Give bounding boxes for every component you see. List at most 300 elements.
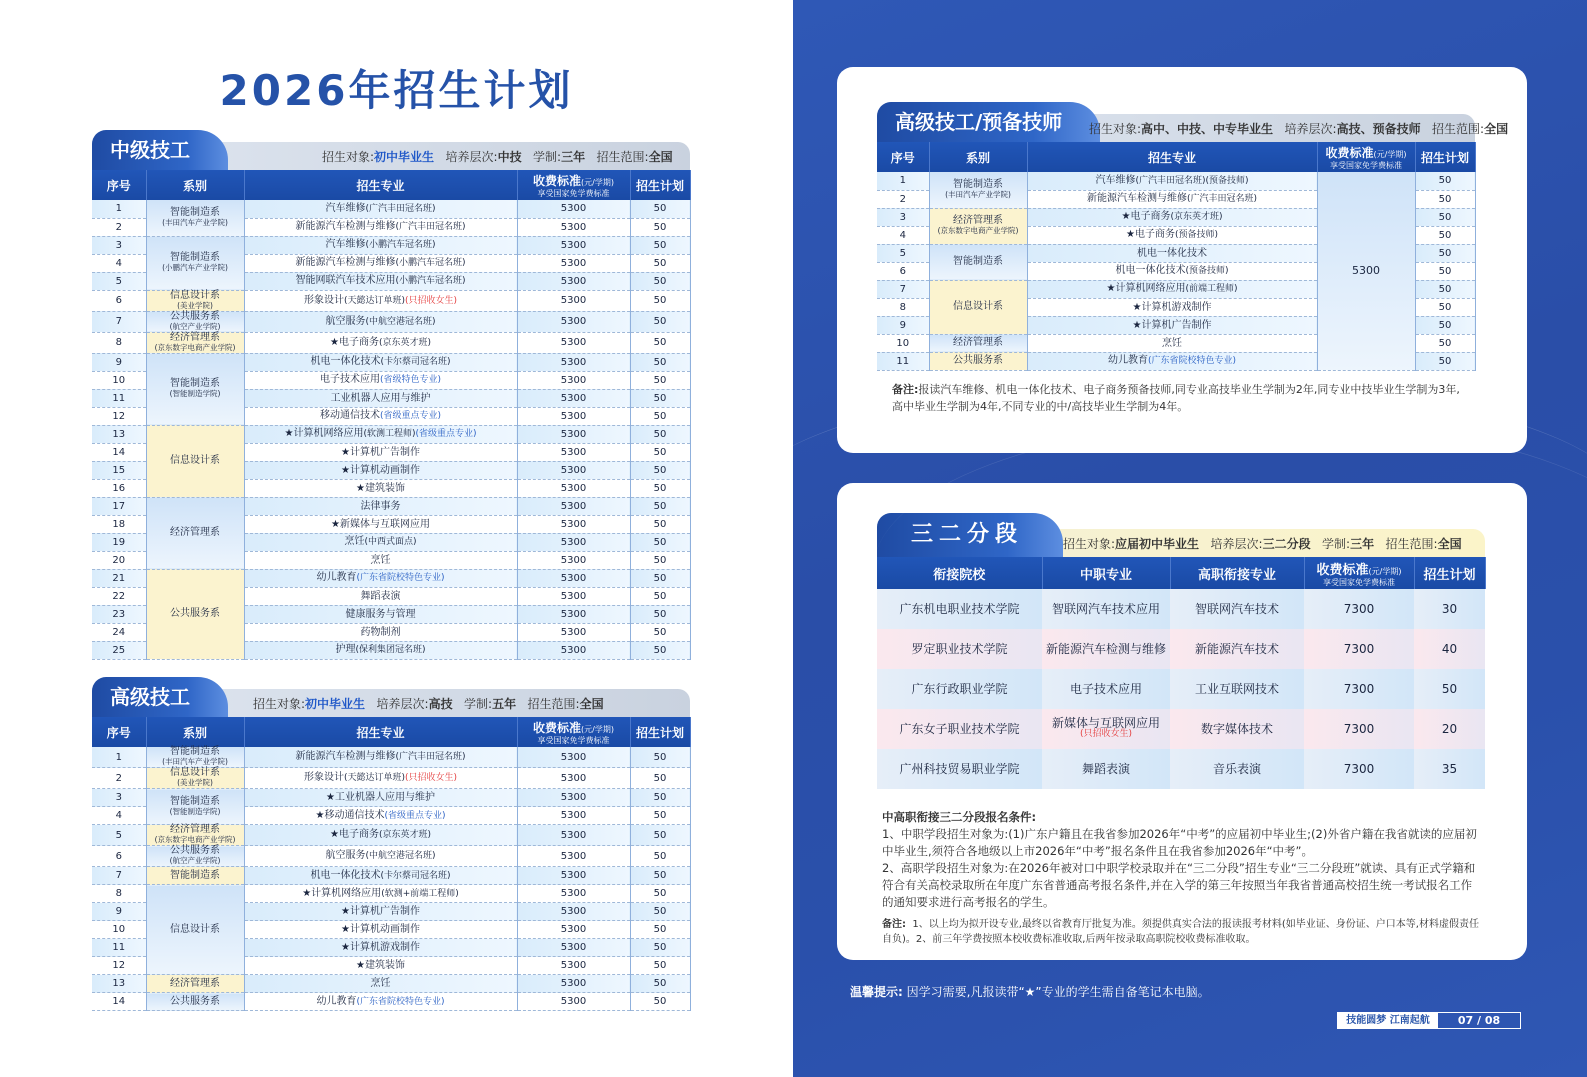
dept-name: 经济管理系 bbox=[170, 824, 220, 835]
major-cell bbox=[244, 867, 517, 885]
col-fee: 收费标准(元/学期) 享受国家免学费标准 bbox=[1304, 557, 1414, 589]
col-plan: 招生计划 bbox=[1414, 557, 1485, 589]
major-badge: (省级重点专业) bbox=[415, 429, 477, 439]
major-cell bbox=[244, 218, 517, 236]
row-no: 1 bbox=[877, 172, 929, 190]
fee-cell: 5300 bbox=[517, 789, 630, 807]
high-cell bbox=[1170, 669, 1304, 709]
plan-text: 50 bbox=[1441, 681, 1458, 696]
row-no: 11 bbox=[92, 939, 146, 957]
col-dept: 系别 bbox=[929, 142, 1027, 172]
plan-cell: 50 bbox=[630, 389, 690, 407]
plan-cell: 50 bbox=[630, 993, 690, 1011]
plan-cell: 50 bbox=[1415, 244, 1475, 262]
row-no: 7 bbox=[92, 867, 146, 885]
table-row bbox=[92, 789, 690, 807]
dept-name: 智能制造系 bbox=[170, 252, 220, 263]
dept-name: 公共服务系 bbox=[170, 845, 220, 856]
plan-cell: 50 bbox=[1415, 208, 1475, 226]
dept-cell bbox=[146, 885, 244, 975]
major-extra: (只招收女生) bbox=[405, 295, 458, 306]
major-note: (中航空港冠名班) bbox=[365, 851, 436, 861]
major-note: (京东英才班) bbox=[1170, 212, 1223, 222]
row-no: 12 bbox=[92, 407, 146, 425]
row-no: 4 bbox=[877, 226, 929, 244]
row-no: 5 bbox=[92, 825, 146, 846]
dept-cell bbox=[146, 353, 244, 425]
fee-cell: 5300 bbox=[1317, 172, 1415, 370]
plan-text: 40 bbox=[1441, 641, 1458, 656]
fee-cell: 5300 bbox=[517, 623, 630, 641]
major-cell bbox=[1027, 352, 1317, 370]
mid-cell bbox=[1042, 669, 1170, 709]
plan-cell: 50 bbox=[630, 903, 690, 921]
fee-cell: 5300 bbox=[517, 515, 630, 533]
dept-name: 公共服务系 bbox=[170, 310, 220, 322]
fee-text: 7300 bbox=[1343, 681, 1375, 696]
fee-cell: 5300 bbox=[517, 825, 630, 846]
row-no: 7 bbox=[92, 311, 146, 332]
major-name: ★计算机网络应用 bbox=[1106, 283, 1186, 294]
plan-cell: 50 bbox=[630, 353, 690, 371]
plan-cell: 50 bbox=[1415, 172, 1475, 190]
major-cell bbox=[244, 846, 517, 867]
college-cell bbox=[877, 709, 1042, 749]
plan-cell: 50 bbox=[1415, 316, 1475, 334]
row-no: 2 bbox=[92, 218, 146, 236]
dept-cell bbox=[146, 497, 244, 569]
col-plan: 招生计划 bbox=[630, 170, 690, 200]
major-badge: (广东省院校特色专业) bbox=[356, 996, 445, 1007]
table-row bbox=[92, 885, 690, 903]
footer-page-number: 07 / 08 bbox=[1457, 1014, 1501, 1027]
major-cell bbox=[1027, 172, 1317, 190]
dept-sub: (京东数字电商产业学院) bbox=[937, 226, 1019, 235]
plan-cell: 50 bbox=[630, 846, 690, 867]
table-row bbox=[92, 311, 690, 332]
plan-cell: 50 bbox=[630, 623, 690, 641]
senior-table bbox=[877, 142, 1476, 371]
table-row bbox=[92, 332, 690, 353]
fee-cell: 5300 bbox=[517, 641, 630, 659]
table-row bbox=[92, 236, 690, 254]
major-name: 幼儿教育 bbox=[316, 995, 357, 1007]
college-text: 广东机电职业技术学院 bbox=[899, 601, 1020, 616]
table-row bbox=[92, 497, 690, 515]
major-cell bbox=[1027, 280, 1317, 298]
major-note: (卡尔蔡司冠名班) bbox=[380, 357, 451, 367]
fee-cell: 5300 bbox=[517, 846, 630, 867]
major-note: (小鹏汽车冠名班) bbox=[395, 258, 466, 268]
high-section-header bbox=[92, 677, 690, 717]
plan-text: 35 bbox=[1441, 761, 1458, 776]
fee-cell: 5300 bbox=[517, 389, 630, 407]
major-name: ★计算机网络应用 bbox=[302, 887, 382, 899]
warm-tip: 温馨提示: 因学习需要,凡报读带“★”专业的学生需自备笔记本电脑。 bbox=[850, 985, 1210, 999]
high-section-info: 招生对象:初中毕业生 培养层次:高技 学制:五年 招生范围:全国 bbox=[253, 697, 604, 711]
plan-cell: 50 bbox=[630, 407, 690, 425]
major-name: ★新媒体与互联网应用 bbox=[331, 518, 430, 530]
major-name: ★移动通信技术 bbox=[315, 809, 385, 821]
row-no: 6 bbox=[92, 846, 146, 867]
plan-cell bbox=[1414, 589, 1485, 629]
table-row bbox=[877, 629, 1485, 669]
table-row bbox=[92, 569, 690, 587]
col-major: 招生专业 bbox=[244, 170, 517, 200]
dept-cell bbox=[146, 290, 244, 311]
mid-table bbox=[92, 170, 691, 660]
dept-cell bbox=[146, 200, 244, 236]
major-cell bbox=[244, 957, 517, 975]
plan-cell bbox=[1414, 709, 1485, 749]
major-cell bbox=[244, 332, 517, 353]
major-name: 舞蹈表演 bbox=[360, 590, 401, 602]
major-cell bbox=[244, 569, 517, 587]
fee-cell bbox=[1304, 629, 1414, 669]
dept-name: 公共服务系 bbox=[170, 608, 220, 619]
major-name: 机电一体化技术 bbox=[310, 356, 381, 367]
dept-name: 经济管理系 bbox=[170, 527, 220, 538]
row-no: 19 bbox=[92, 533, 146, 551]
col-fee: 收费标准(元/学期) 享受国家免学费标准 bbox=[1317, 142, 1415, 172]
high-text: 音乐表演 bbox=[1212, 761, 1261, 776]
major-cell bbox=[1027, 262, 1317, 280]
mid-cell bbox=[1042, 749, 1170, 789]
major-note: (软测工程师) bbox=[363, 429, 416, 439]
row-no: 3 bbox=[877, 208, 929, 226]
dept-cell bbox=[146, 425, 244, 497]
major-cell bbox=[244, 605, 517, 623]
dept-sub: (航空产业学院) bbox=[169, 856, 221, 865]
major-name: 法律事务 bbox=[360, 500, 401, 512]
major-cell bbox=[244, 407, 517, 425]
college-text: 罗定职业技术学院 bbox=[911, 641, 1008, 656]
mid-section-tab: 中级技工 bbox=[92, 130, 228, 170]
fee-cell: 5300 bbox=[517, 272, 630, 290]
senior-section-info: 招生对象:高中、中技、中专毕业生 培养层次:高技、预备技师 招生范围:全国 bbox=[1089, 122, 1509, 136]
row-no: 11 bbox=[877, 352, 929, 370]
major-name: 工业机器人应用与维护 bbox=[330, 392, 431, 404]
plan-cell: 50 bbox=[630, 921, 690, 939]
fee-cell: 5300 bbox=[517, 533, 630, 551]
mid-section-header bbox=[92, 130, 690, 170]
table-row bbox=[92, 200, 690, 218]
plan-cell: 50 bbox=[630, 332, 690, 353]
major-name: 航空服务 bbox=[325, 850, 366, 861]
plan-cell: 50 bbox=[630, 443, 690, 461]
fee-cell: 5300 bbox=[517, 311, 630, 332]
major-name: 幼儿教育 bbox=[316, 572, 357, 583]
fee-cell: 5300 bbox=[517, 254, 630, 272]
sanerfen-table bbox=[877, 557, 1486, 789]
college-cell bbox=[877, 669, 1042, 709]
major-cell bbox=[1027, 190, 1317, 208]
fee-cell: 5300 bbox=[517, 371, 630, 389]
major-badge: (广东省院校特色专业) bbox=[1147, 356, 1237, 366]
major-name: 护理 bbox=[335, 644, 356, 655]
major-cell bbox=[244, 254, 517, 272]
dept-name: 经济管理系 bbox=[953, 337, 1003, 348]
fee-cell: 5300 bbox=[517, 290, 630, 311]
major-cell bbox=[1027, 226, 1317, 244]
sanerfen-section-header bbox=[877, 513, 1485, 557]
major-cell bbox=[244, 587, 517, 605]
high-text: 数字媒体技术 bbox=[1200, 721, 1273, 736]
major-name: 新能源汽车检测与维修 bbox=[1086, 193, 1187, 204]
row-no: 1 bbox=[92, 747, 146, 768]
sanerfen-section bbox=[877, 513, 1485, 947]
fee-cell: 5300 bbox=[517, 768, 630, 789]
major-cell bbox=[244, 885, 517, 903]
row-no: 17 bbox=[92, 497, 146, 515]
dept-sub: (丰田汽车产业学院) bbox=[162, 757, 228, 766]
left-page bbox=[0, 0, 793, 1077]
dept-name: 智能制造系 bbox=[170, 378, 220, 389]
major-cell bbox=[244, 975, 517, 993]
major-note: (广汽丰田冠名班)(预备技师) bbox=[1135, 175, 1249, 186]
row-no: 21 bbox=[92, 569, 146, 587]
col-high-major: 高职衔接专业 bbox=[1170, 557, 1304, 589]
fee-cell: 5300 bbox=[517, 957, 630, 975]
major-cell bbox=[244, 443, 517, 461]
row-no: 18 bbox=[92, 515, 146, 533]
high-text: 智联网汽车技术 bbox=[1194, 601, 1279, 616]
plan-cell: 50 bbox=[630, 371, 690, 389]
col-no: 序号 bbox=[92, 717, 146, 747]
plan-cell bbox=[1414, 669, 1485, 709]
plan-cell: 50 bbox=[630, 497, 690, 515]
plan-cell: 50 bbox=[1415, 262, 1475, 280]
major-note: (中西式面点) bbox=[364, 537, 417, 547]
major-name: 机电一体化技术 bbox=[1137, 247, 1207, 259]
row-no: 9 bbox=[92, 353, 146, 371]
plan-cell: 50 bbox=[630, 479, 690, 497]
major-name: 汽车维修 bbox=[325, 202, 366, 214]
table-row bbox=[92, 825, 690, 846]
major-cell bbox=[244, 807, 517, 825]
dept-cell bbox=[146, 236, 244, 290]
row-no: 14 bbox=[92, 993, 146, 1011]
page-title: 2026年招生计划 bbox=[219, 66, 574, 115]
plan-cell: 50 bbox=[630, 200, 690, 218]
right-page bbox=[793, 0, 1587, 1077]
mid-text: 电子技术应用 bbox=[1069, 681, 1142, 696]
dept-name: 智能制造系 bbox=[170, 746, 220, 757]
col-no: 序号 bbox=[92, 170, 146, 200]
high-text: 新能源汽车技术 bbox=[1194, 641, 1279, 656]
row-no: 9 bbox=[877, 316, 929, 334]
page-footer bbox=[1337, 1012, 1521, 1029]
row-no: 13 bbox=[92, 425, 146, 443]
major-cell bbox=[244, 389, 517, 407]
college-cell bbox=[877, 589, 1042, 629]
fee-cell: 5300 bbox=[517, 425, 630, 443]
plan-cell bbox=[1414, 629, 1485, 669]
plan-cell: 50 bbox=[630, 461, 690, 479]
major-name: ★计算机动画制作 bbox=[341, 464, 420, 476]
col-major: 招生专业 bbox=[1027, 142, 1317, 172]
sanerfen-section-tab: 三二分段 bbox=[877, 513, 1063, 557]
row-no: 23 bbox=[92, 605, 146, 623]
plan-cell: 50 bbox=[630, 515, 690, 533]
major-cell bbox=[244, 272, 517, 290]
dept-name: 经济管理系 bbox=[170, 977, 220, 989]
dept-name: 信息设计系 bbox=[170, 289, 220, 301]
fee-text: 7300 bbox=[1343, 601, 1375, 616]
dept-cell bbox=[146, 846, 244, 867]
major-cell bbox=[1027, 316, 1317, 334]
dept-cell bbox=[146, 311, 244, 332]
fee-cell: 5300 bbox=[517, 939, 630, 957]
sanerfen-remark: 备注: 1、以上均为拟开设专业,最终以省教育厅批复为准。须提供真实合法的报读报考材料(如毕业证、身份证、户口本等,材料虚假责任自负)。2、前三年学费按照本校收费标准收取,后两年按录取高职院校收费标准收取。 bbox=[882, 919, 1479, 945]
dept-name: 经济管理系 bbox=[170, 331, 220, 343]
major-name: ★电子商务 bbox=[1121, 211, 1171, 222]
table-row bbox=[92, 425, 690, 443]
table-row bbox=[92, 353, 690, 371]
table-row bbox=[877, 669, 1485, 709]
major-name: ★电子商务 bbox=[330, 829, 379, 840]
col-plan: 招生计划 bbox=[1415, 142, 1475, 172]
row-no: 8 bbox=[92, 332, 146, 353]
major-name: 新能源汽车检测与维修 bbox=[295, 221, 396, 232]
high-text: 工业互联网技术 bbox=[1194, 681, 1279, 696]
table-row bbox=[92, 975, 690, 993]
mid-text: 新媒体与互联网应用 bbox=[1051, 716, 1160, 730]
dept-sub: (智能制造学院) bbox=[169, 806, 221, 816]
major-cell bbox=[244, 551, 517, 569]
major-cell bbox=[244, 903, 517, 921]
plan-cell: 50 bbox=[1415, 226, 1475, 244]
plan-cell: 50 bbox=[630, 768, 690, 789]
senior-section bbox=[877, 102, 1509, 415]
major-name: ★建筑装饰 bbox=[356, 482, 405, 494]
major-name: 移动通信技术 bbox=[319, 410, 380, 421]
major-cell bbox=[244, 993, 517, 1011]
row-no: 3 bbox=[92, 789, 146, 807]
major-cell bbox=[1027, 334, 1317, 352]
major-name: 形象设计 bbox=[303, 294, 344, 306]
senior-section-tab: 高级技工/预备技师 bbox=[877, 102, 1100, 142]
dept-sub: (智能制造学院) bbox=[169, 389, 221, 398]
dept-cell bbox=[146, 569, 244, 659]
plan-text: 30 bbox=[1441, 601, 1458, 616]
row-no: 4 bbox=[92, 254, 146, 272]
college-text: 广东女子职业技术学院 bbox=[899, 721, 1020, 736]
major-name: 烹饪 bbox=[370, 978, 391, 989]
footer-brand: 技能圆梦 江南起航 bbox=[1338, 1013, 1438, 1028]
dept-sub: (京东数字电商产业学院) bbox=[154, 835, 236, 844]
major-note: (小鹏汽车冠名班) bbox=[395, 276, 466, 286]
dept-name: 信息设计系 bbox=[170, 767, 220, 778]
major-cell bbox=[244, 515, 517, 533]
row-no: 4 bbox=[92, 807, 146, 825]
dept-cell bbox=[929, 280, 1027, 334]
major-cell bbox=[244, 461, 517, 479]
row-no: 13 bbox=[92, 975, 146, 993]
col-college: 衔接院校 bbox=[877, 557, 1042, 589]
major-name: 烹饪 bbox=[1162, 337, 1182, 349]
major-name: ★计算机广告制作 bbox=[341, 446, 420, 458]
plan-cell: 50 bbox=[630, 311, 690, 332]
plan-text: 20 bbox=[1441, 721, 1458, 736]
major-note: (中航空港冠名班) bbox=[365, 316, 436, 327]
dept-sub: (航空产业学院) bbox=[169, 321, 221, 331]
major-name: ★计算机广告制作 bbox=[1132, 319, 1212, 331]
major-note: (预备技师) bbox=[1185, 266, 1229, 276]
fee-cell: 5300 bbox=[517, 747, 630, 768]
dept-name: 智能制造系 bbox=[170, 869, 220, 881]
major-cell bbox=[244, 789, 517, 807]
mid-cell bbox=[1042, 589, 1170, 629]
row-no: 6 bbox=[92, 290, 146, 311]
major-name: 汽车维修 bbox=[1095, 174, 1136, 186]
row-no: 5 bbox=[877, 244, 929, 262]
row-no: 10 bbox=[877, 334, 929, 352]
college-text: 广州科技贸易职业学院 bbox=[899, 761, 1020, 776]
fee-cell bbox=[1304, 589, 1414, 629]
table-row bbox=[877, 589, 1485, 629]
table-row bbox=[92, 993, 690, 1011]
dept-cell bbox=[146, 993, 244, 1011]
row-no: 1 bbox=[92, 200, 146, 218]
row-no: 5 bbox=[92, 272, 146, 290]
major-name: 烹饪 bbox=[344, 536, 365, 547]
major-name: ★计算机游戏制作 bbox=[341, 942, 420, 953]
row-no: 9 bbox=[92, 903, 146, 921]
major-cell bbox=[244, 825, 517, 846]
senior-note: 备注:报读汽车维修、机电一体化技术、电子商务预备技师,同专业高技毕业生学制为2年,同专业中技毕业生学制为3年,高中毕业生学制为4年,不同专业的中/高技毕业生学制为4年。 bbox=[892, 382, 1460, 413]
dept-sub: (京东数字电商产业学院) bbox=[154, 342, 236, 352]
dept-cell bbox=[929, 334, 1027, 352]
dept-sub: (美业学院) bbox=[177, 300, 213, 310]
major-cell bbox=[244, 311, 517, 332]
major-extra: (只招收女生) bbox=[405, 773, 458, 783]
mid-text: 舞蹈表演 bbox=[1081, 761, 1130, 776]
mid-text: 新能源汽车检测与维修 bbox=[1045, 641, 1166, 656]
col-fee: 收费标准(元/学期) 享受国家免学费标准 bbox=[517, 717, 630, 747]
high-table bbox=[92, 717, 691, 1011]
major-cell bbox=[244, 921, 517, 939]
fee-cell bbox=[1304, 749, 1414, 789]
fee-cell: 5300 bbox=[517, 407, 630, 425]
senior-card bbox=[837, 67, 1527, 453]
major-name: 航空服务 bbox=[325, 315, 366, 327]
major-name: ★计算机游戏制作 bbox=[1132, 301, 1212, 313]
dept-name: 智能制造系 bbox=[953, 178, 1003, 190]
dept-name: 智能制造系 bbox=[170, 206, 220, 218]
mid-cell bbox=[1042, 629, 1170, 669]
fee-cell: 5300 bbox=[517, 461, 630, 479]
fee-cell: 5300 bbox=[517, 885, 630, 903]
plan-cell: 50 bbox=[630, 254, 690, 272]
fee-cell: 5300 bbox=[517, 200, 630, 218]
col-dept: 系别 bbox=[146, 170, 244, 200]
major-cell bbox=[244, 768, 517, 789]
plan-cell: 50 bbox=[1415, 352, 1475, 370]
dept-cell bbox=[146, 825, 244, 846]
plan-cell: 50 bbox=[630, 272, 690, 290]
plan-cell: 50 bbox=[630, 605, 690, 623]
major-name: ★建筑装饰 bbox=[356, 960, 405, 971]
major-name: ★电子商务 bbox=[1126, 229, 1175, 240]
major-name: 汽车维修 bbox=[325, 239, 366, 250]
major-cell bbox=[244, 497, 517, 515]
sanerfen-card bbox=[837, 483, 1527, 960]
plan-cell: 50 bbox=[630, 975, 690, 993]
plan-cell: 50 bbox=[630, 218, 690, 236]
mid-note: (只招收女生) bbox=[1079, 729, 1133, 739]
plan-cell: 50 bbox=[630, 807, 690, 825]
